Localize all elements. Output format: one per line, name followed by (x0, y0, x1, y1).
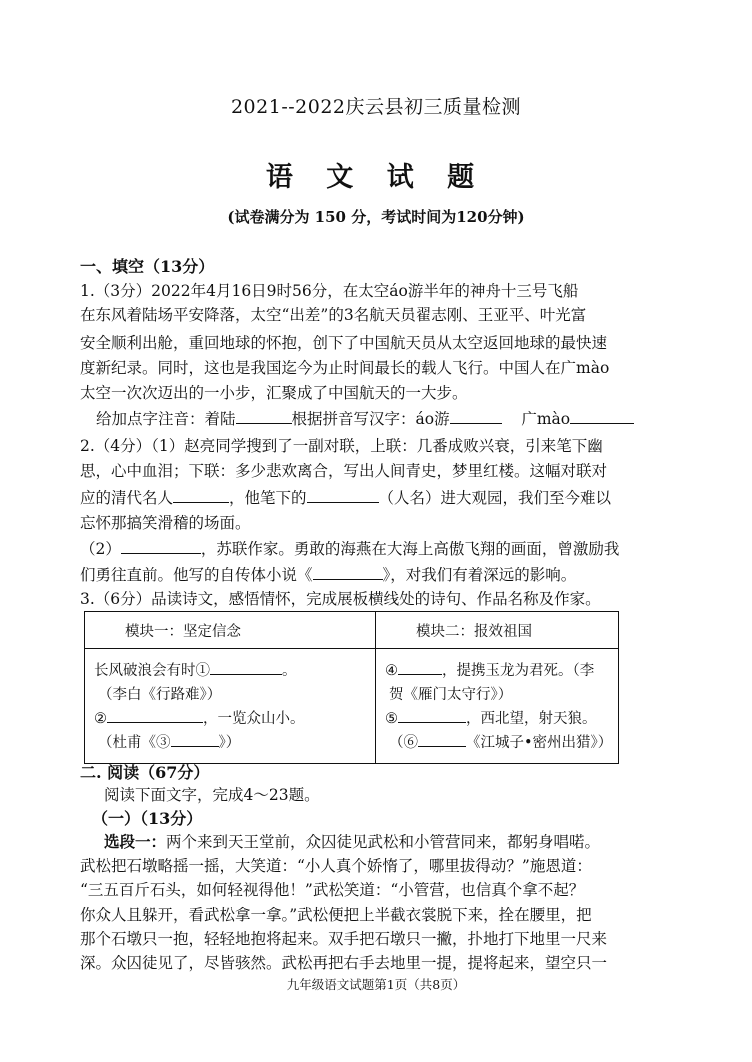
q2-line-4: 忘怀那搞笑滑稽的场面。 (80, 514, 251, 532)
c2-l3-b: ，西北望，射天狼。 (466, 711, 597, 727)
answer-blank[interactable] (121, 539, 201, 554)
section1-heading: 一、填空（13分） (80, 257, 215, 276)
section2-heading: 二. 阅读（67分） (80, 763, 210, 782)
c1-l1-text: 长风破浪会有时① (94, 663, 210, 679)
answer-blank[interactable] (398, 660, 442, 675)
passage-line-4: 你众人且躲开，看武松拿一拿。”武松便把上半截衣裳脱下来，拴在腰里，把 (80, 906, 592, 924)
q2-l3-a: 应的清代名人 (80, 489, 174, 507)
q1-task-c: 广mào (521, 410, 571, 428)
c1-line-2: （李白《行路难》） (98, 687, 222, 703)
q2-line-6 (80, 563, 680, 585)
dotted-char: 陆 (220, 410, 236, 428)
segment-label: 选段一： (104, 832, 167, 851)
c2-l1-b: ，提携玉龙为君死。（李 (442, 663, 595, 679)
subject-title: 语 文 试 题 (265, 162, 487, 193)
poetry-board-table (84, 611, 619, 764)
answer-blank[interactable] (210, 660, 282, 675)
passage-line-2: 武松把石墩略摇一摇，大笑道：“小人真个娇惰了，哪里拔得动？”施恩道： (80, 857, 592, 875)
q1-task-b: 根据拼音写汉字：áo游 (291, 410, 450, 428)
q2-l6-b: 》，对我们有着深远的影响。 (382, 566, 577, 584)
passage-line-1 (104, 830, 680, 852)
c1-line-4 (86, 731, 374, 755)
c1-line-1 (86, 659, 374, 683)
exam-info: (试卷满分为 150 分，考试时间为120分钟) (227, 208, 525, 226)
c1-l4-b: 》） (218, 735, 241, 751)
module-two-cell (376, 649, 619, 764)
answer-blank[interactable] (307, 488, 379, 503)
c2-line-3 (377, 707, 617, 731)
q1-line-2: 在东风着陆场平安降落，太空“出差”的3名航天员翟志刚、王亚平、叶光富 (80, 306, 587, 324)
module-one-cell (85, 649, 376, 764)
q1-tasks (96, 407, 680, 429)
q1-line-1: 1.（3分）2022年4月16日9时56分，在太空áo游半年的神舟十三号飞船 (80, 282, 579, 300)
q2-l3-b: ，他笔下的 (229, 489, 307, 507)
c1-l3-a: ② (94, 711, 107, 727)
answer-blank[interactable] (107, 708, 203, 723)
passage-line-1-text: 两个来到天王堂前，众囚徒见武松和小管营同来，都躬身唱喏。 (166, 833, 601, 851)
passage-line-3: “三五百斤石头，如何轻视得他！”武松笑道：“小管营，也信真个拿不起？ (80, 881, 585, 899)
answer-blank[interactable] (570, 409, 634, 424)
exam-title: 2021--2022庆云县初三质量检测 (230, 96, 522, 118)
q1-task-a: 给加点字注音：着 (96, 410, 221, 428)
q1-line-4: 度新纪录。同时，这也是我国迄今为止时间最长的载人飞行。中国人在广mào (80, 359, 610, 377)
c1-line-3 (86, 707, 374, 731)
passage-line-5: 那个石墩只一抱，轻轻地抱将起来。双手把石墩只一撇，扑地打下地里一尺来 (80, 930, 608, 948)
answer-blank[interactable] (313, 565, 383, 580)
c2-l4-a: （⑥ (389, 735, 418, 751)
q1-line-3: 安全顺利出舱，重回地球的怀抱，创下了中国航天员从太空返回地球的最快速 (80, 334, 608, 352)
q3-intro: 3.（6分）品读诗文，感悟情怀，完成展板横线处的诗句、作品名称及作家。 (80, 590, 601, 608)
part-one-heading: （一）（13分） (92, 809, 203, 828)
page-footer: 九年级语文试题第1页（共8页） (286, 977, 466, 992)
c2-l4-b: 《江城子•密州出猎》） (466, 735, 613, 751)
module-one-header: 模块一：坚定信念 (85, 612, 376, 649)
c1-l3-b: ，一览众山小。 (203, 711, 305, 727)
module-two-header: 模块二：报效祖国 (376, 612, 619, 649)
answer-blank[interactable] (171, 732, 219, 747)
c2-line-2: 贺《雁门太守行》） (389, 687, 513, 703)
q2-l6-a: 们勇往直前。他写的自传体小说《 (80, 566, 313, 584)
answer-blank[interactable] (173, 488, 229, 503)
q2-l3-c: （人名）进大观园，我们至今难以 (378, 489, 612, 507)
q2-line-2: 思，心中血泪；下联：多少悲欢离合，写出人间青史，梦里红楼。这幅对联对 (80, 462, 608, 480)
c2-l3-a: ⑤ (385, 711, 398, 727)
q2-l5-a: （2） (80, 540, 121, 558)
q1-line-5: 太空一次次迈出的一小步，汇聚成了中国航天的一大步。 (80, 384, 468, 402)
c2-line-1 (377, 659, 617, 683)
answer-blank[interactable] (236, 409, 292, 424)
answer-blank[interactable] (418, 732, 466, 747)
q2-l5-b: ，苏联作家。勇敢的海燕在大海上高傲飞翔的画面，曾激励我 (200, 540, 620, 558)
passage-line-6: 深。众囚徒见了，尽皆骇然。武松再把右手去地里一提，提将起来，望空只一 (80, 954, 608, 972)
c2-line-4 (377, 731, 617, 755)
c1-l4-a: （杜甫《③ (98, 735, 171, 751)
q2-line-3 (80, 486, 680, 508)
section2-intro: 阅读下面文字，完成4～23题。 (104, 786, 320, 804)
answer-blank[interactable] (450, 409, 502, 424)
answer-blank[interactable] (398, 708, 466, 723)
q2-line-5 (80, 537, 680, 559)
c1-l1-end: 。 (282, 663, 297, 679)
c2-l1-a: ④ (385, 663, 398, 679)
q2-line-1: 2.（4分）（1）赵亮同学搜到了一副对联，上联：几番成败兴衰，引来笔下幽 (80, 437, 603, 455)
